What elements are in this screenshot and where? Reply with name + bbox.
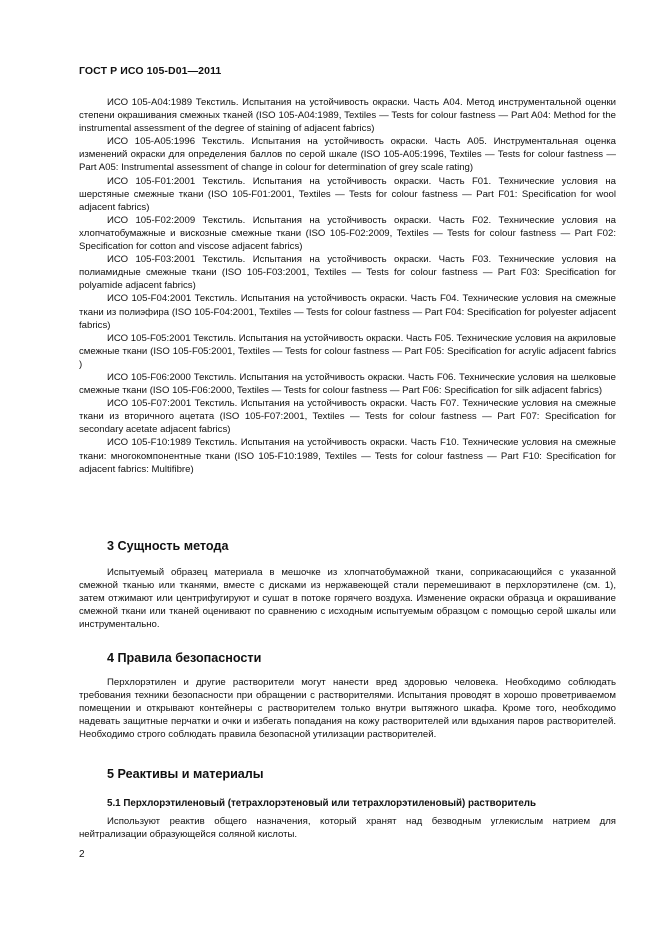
- reference-item: ИСО 105-F05:2001 Текстиль. Испытания на устойчивость окраски. Часть F05. Технические условия на акриловые смежные ткани (ISO 105-F05:2001, Textiles — Tests for colour fastness — Part F05: Specification for acrylic adjacent fabrics ): [79, 332, 616, 370]
- normative-references: [79, 96, 616, 476]
- section-3-title: 3 Сущность метода: [107, 539, 229, 553]
- reference-item: ИСО 105-A05:1996 Текстиль. Испытания на устойчивость окраски. Часть A05. Инструментальная оценка изменений окраски для определения баллов по серой шкале (ISO 105-A05:1996, Textiles — Tests for colour fastness — Part A05: Instrumental assessment of change in colour for determination of grey scale rating): [79, 136, 616, 174]
- section-5-title: 5 Реактивы и материалы: [107, 767, 264, 781]
- reference-item: ИСО 105-F02:2009 Текстиль. Испытания на устойчивость окраски. Часть F02. Технические условия на хлопчатобумажные и вискозные смежные ткани (ISO 105-F02:2009, Textiles — Tests for colour fastness — Part F02: Specification for cotton and viscose adjacent fabrics): [79, 214, 616, 253]
- reference-item: ИСО 105-F07:2001 Текстиль. Испытания на устойчивость окраски. Часть F07. Технические условия на смежные ткани из вторичного ацетата (ISO 105-F07:2001, Textiles — Tests for colour fastness — Part F07: Specification for secondary acetate adjacent fabrics): [79, 398, 616, 436]
- section-5-1-text: Используют реактив общего назначения, который хранят над безводным углекислым натрием для нейтрализации образующейся соляной кислоты.: [79, 816, 616, 841]
- section-3-text: Испытуемый образец материала в мешочке из хлопчатобумажной ткани, соприкасающийся с указанной смежной тканью или тканями, вместе с дисками из нержавеющей стали перемешивают в перхлорэтилене (см. 1), затем отжимают или центрифугируют и сушат в потоке горячего воздуха. Изменение окраски образца и окрашивание смежной ткани или тканей оценивают по сравнению с исходным испытуемым образцом с помощью серой шкалы или инструментально.: [79, 567, 616, 631]
- page-number: 2: [79, 849, 85, 860]
- reference-item: ИСО 105-F01:2001 Текстиль. Испытания на устойчивость окраски. Часть F01. Технические условия на шерстяные смежные ткани (ISO 105-F01:2001, Textiles — Tests for colour fastness — Part F01: Specification for wool adjacent fabrics): [79, 175, 616, 213]
- reference-item: ИСО 105-A04:1989 Текстиль. Испытания на устойчивость окраски. Часть A04. Метод инструментальной оценки степени окрашивания смежных тканей (ISO 105-A04:1989, Textiles — Tests for colour fastness — Part A04: Method for the instrumental assessment of the degree of staining of adjacent fabrics): [79, 97, 616, 135]
- subsection-5-1-title: 5.1 Перхлорэтиленовый (тетрахлорэтеновый или тетрахлорэтиленовый) растворитель: [107, 798, 537, 809]
- section-4-title: 4 Правила безопасности: [107, 651, 262, 665]
- document-header: ГОСТ Р ИСО 105-D01—2011: [79, 65, 222, 77]
- reference-item: ИСО 105-F06:2000 Текстиль. Испытания на устойчивость окраски. Часть F06. Технические условия на шелковые смежные ткани (ISO 105-F06:2000, Textiles — Tests for colour fastness — Part F06: Specification for silk adjacent fabrics): [79, 371, 616, 397]
- section-4-text: Перхлорэтилен и другие растворители могут нанести вред здоровью человека. Необходимо соблюдать требования техники безопасности при обращении с растворителями. Испытания проводят в хорошо проветриваемом помещении и открывают контейнеры с растворителем только внутри вытяжного шкафа. Кроме того, необходимо надевать защитные перчатки и очки и избегать попадания на кожу растворителей или вдыхания паров растворителей. Необходимо строго соблюдать правила безопасной утилизации растворителей.: [79, 677, 616, 741]
- reference-item: ИСО 105-F03:2001 Текстиль. Испытания на устойчивость окраски. Часть F03. Технические условия на полиамидные смежные ткани (ISO 105-F03:2001, Textiles — Tests for colour fastness — Part F03: Specification for polyamide adjacent fabrics): [79, 254, 616, 292]
- reference-item: ИСО 105-F10:1989 Текстиль. Испытания на устойчивость окраски. Часть F10. Технические условия на смежные ткани: многокомпонентные ткани (ISO 105-F10:1989, Textiles — Tests for colour fastness — Part F10: Specification for adjacent fabrics: Multifibre): [79, 437, 616, 475]
- reference-item: ИСО 105-F04:2001 Текстиль. Испытания на устойчивость окраски. Часть F04. Технические условия на смежные ткани из полиэфира (ISO 105-F04:2001, Textiles — Tests for colour fastness — Part F04: Specification for polyester adjacent fabrics): [79, 293, 616, 331]
